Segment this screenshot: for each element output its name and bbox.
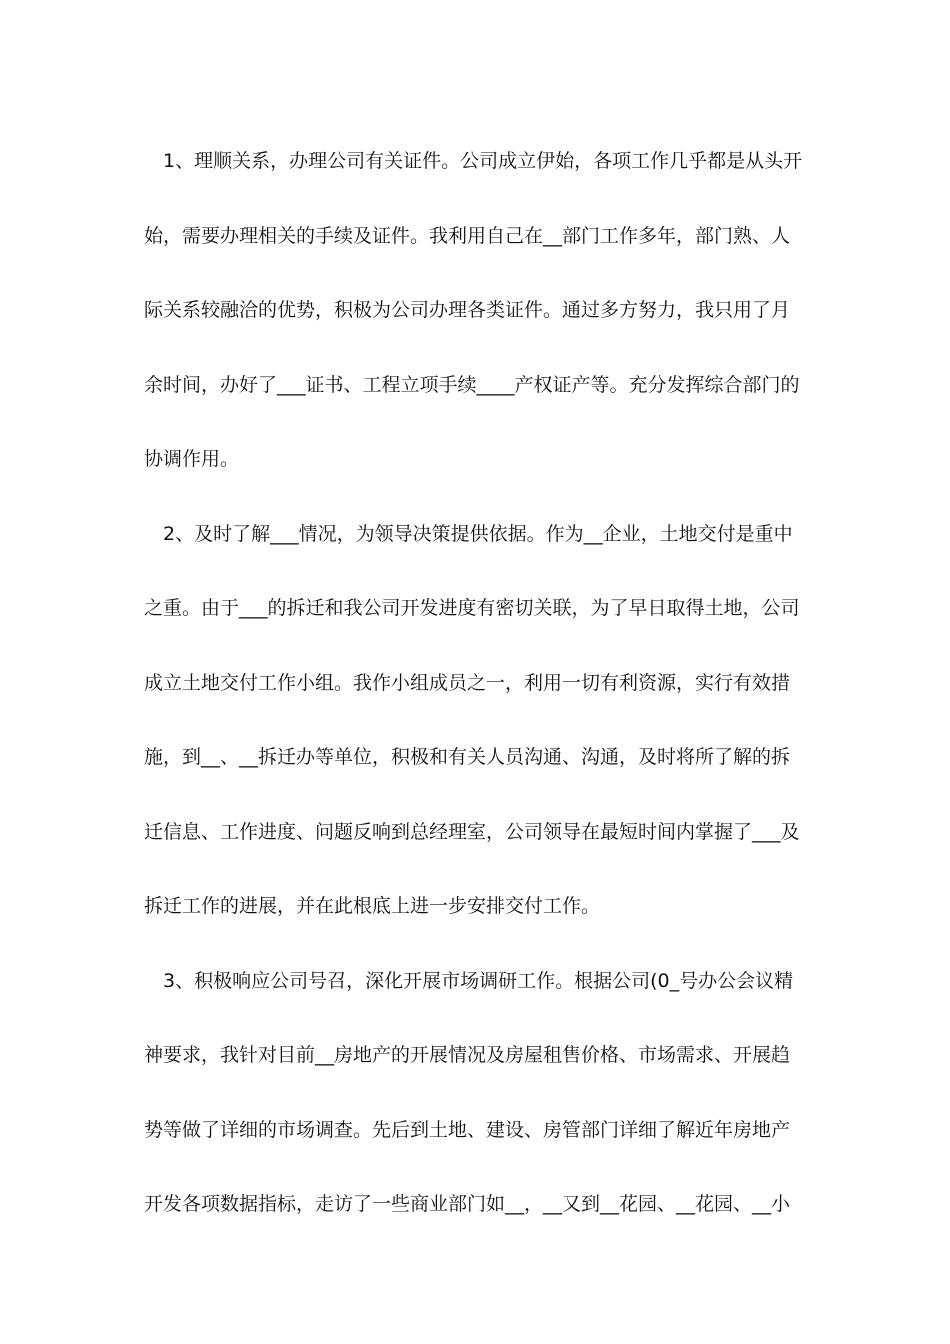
paragraph-line: 协调作用。 [144,448,240,470]
paragraph-line: 迁信息、工作进度、问题反响到总经理室，公司领导在最短时间内掌握了___及 [144,820,800,843]
paragraph-line: 余时间，办好了___证书、工程立项手续____产权证产等。充分发挥综合部门的 [144,373,800,396]
paragraph-1 [144,124,810,497]
paragraph-line: 拆迁工作的进展，并在此根底上进一步安排交付工作。 [144,895,601,917]
document-body [144,124,810,1242]
paragraph-line: 成立土地交付工作小组。我作小组成员之一，利用一切有利资源，实行有效措 [144,671,791,694]
paragraph-line: 神要求，我针对目前__房地产的开展情况及房屋租售价格、市场需求、开展趋 [144,1044,791,1066]
paragraph-line: 2、及时了解___情况，为领导决策提供依据。作为__企业，土地交付是重中 [163,522,793,545]
paragraph-line: 施，到__、__拆迁办等单位，积极和有关人员沟通、沟通，及时将所了解的拆 [144,746,791,768]
paragraph-line: 之重。由于___的拆迁和我公司开发进度有密切关联，为了早日取得土地，公司 [144,597,800,619]
paragraph-2 [144,497,810,944]
paragraph-3 [144,944,810,1242]
paragraph-line: 势等做了详细的市场调查。先后到土地、建设、房管部门详细了解近年房地产 [144,1118,791,1141]
paragraph-line: 3、积极响应公司号召，深化开展市场调研工作。根据公司(0_号办公会议精 [163,969,794,992]
paragraph-line: 际关系较融洽的优势，积极为公司办理各类证件。通过多方努力，我只用了月 [144,299,791,321]
paragraph-line: 始，需要办理相关的手续及证件。我利用自己在__部门工作多年，部门熟、人 [144,224,791,247]
paragraph-line: 开发各项数据指标，走访了一些商业部门如__，__又到__花园、__花园、__小 [144,1193,791,1215]
paragraph-line: 1、理顺关系，办理公司有关证件。公司成立伊始，各项工作几乎都是从头开 [163,150,803,172]
